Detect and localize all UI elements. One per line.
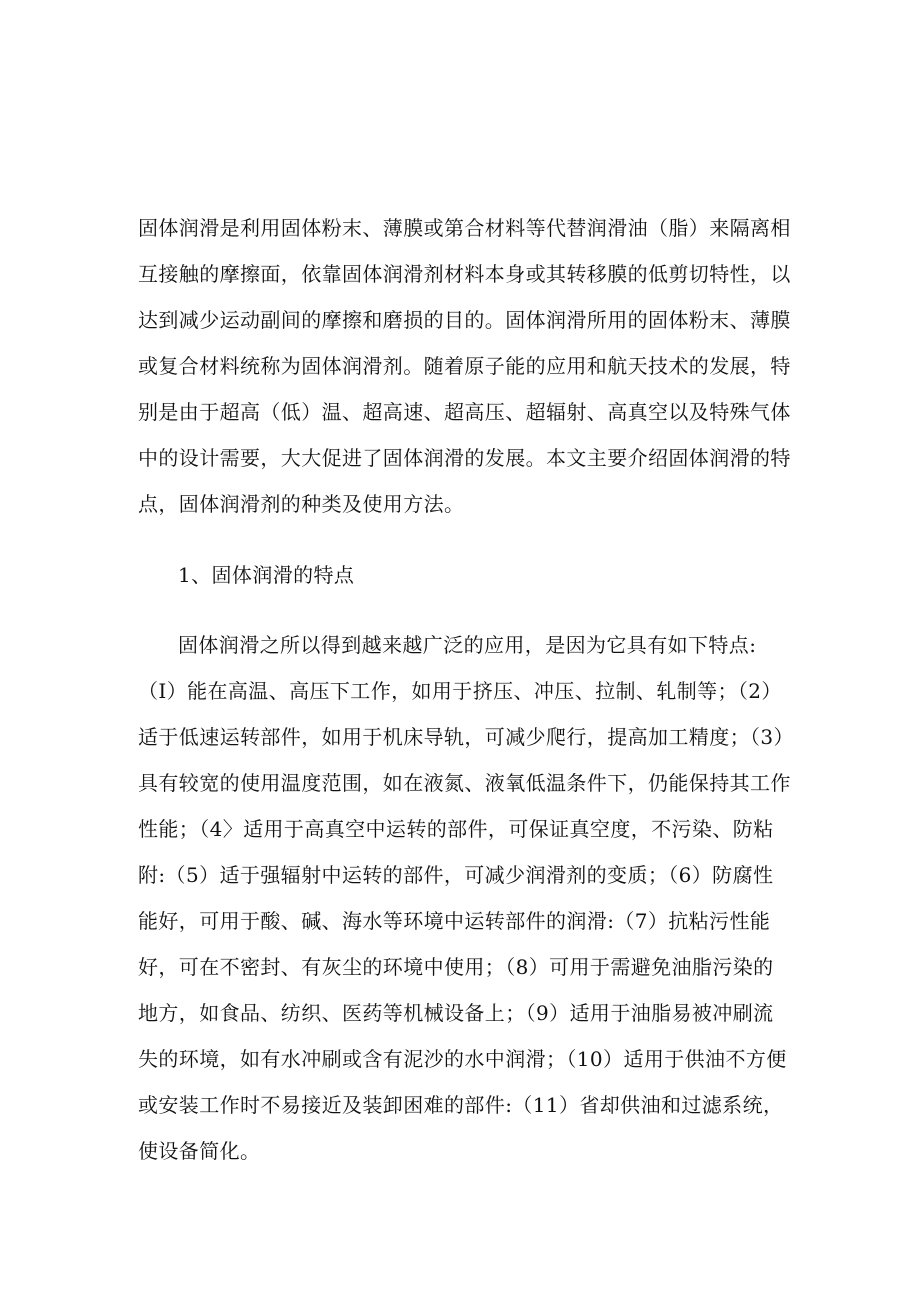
features-paragraph: 固体润滑之所以得到越来越广泛的应用，是因为它具有如下特点:（I）能在高温、高压下工作，如用于挤压、冲压、拉制、轧制等；（2）适于低速运转部件，如用于机床导轨，可减少爬行，提高加工精度；（3）具有较宽的使用温度范围，如在液氮、液氧低温条件下，仍能保持其工作性能；（4〉适用于高真空中运转的部件，可保证真空度，不污染、防粘附:（5）适于强辐射中运转的部件，可减少润滑剂的变质；（6）防腐性能好，可用于酸、碱、海水等环境中运转部件的润滑:（7）抗粘污性能好，可在不密封、有灰尘的环境中使用；（8）可用于需避免油脂污染的地方，如食品、纺织、医药等机械设备上；（9）适用于油脂易被冲刷流失的环境，如有水冲刷或含有泥沙的水中润滑；（10）适用于供油不方便或安装工作时不易接近及装卸困难的部件:（11）省却供油和过滤系统，使设备简化。 [138,633,791,1163]
intro-paragraph: 固体润滑是利用固体粉末、薄膜或第合材料等代替润滑油（脂）来隔离相互接触的摩擦面，依靠固体润滑剂材料本身或其转移膜的低剪切特性，以达到减少运动副间的摩擦和磨损的目的。固体润滑所用的固体粉末、薄膜或复合材料统称为固体润滑剂。随着原子能的应用和航天技术的发展，特别是由于超高（低）温、超高速、超高压、超辐射、高真空以及特殊气体中的设计需要，大大促进了固体润滑的发展。本文主要介绍固体润滑的特点，固体润滑剂的种类及使用方法。 [138,216,791,516]
section-heading: 1、固体润滑的特点 [178,563,355,587]
